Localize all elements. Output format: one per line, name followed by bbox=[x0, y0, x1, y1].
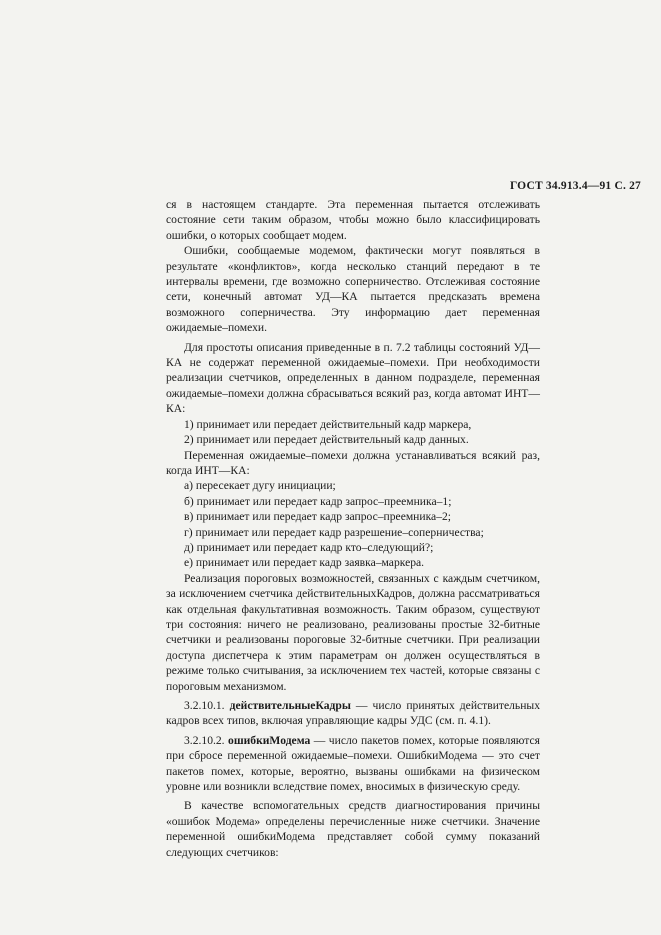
section-term: действительныеКадры bbox=[229, 699, 351, 712]
list-item: г) принимает или передает кадр разрешение–соперничества; bbox=[184, 525, 484, 539]
paragraph: ся в настоящем стандарте. Эта переменная пытается отслеживать состояние сети таким образом, чтобы можно было классифицировать ошибки, о которых сообщает модем. bbox=[166, 198, 540, 242]
section-term: ошибкиМодема bbox=[228, 733, 311, 747]
section-text: — число принятых действительных кадров всех типов, включая управляющие кадры УДС (см. п. 4.1). bbox=[166, 699, 540, 728]
list-item: а) пересекает дугу инициации; bbox=[184, 479, 336, 493]
paragraph: Переменная ожидаемые–помехи должна устанавливаться всякий раз, когда ИНТ—КА: bbox=[166, 448, 540, 477]
list-item: е) принимает или передает кадр заявка–маркера. bbox=[184, 556, 425, 570]
list-item: д) принимает или передает кадр кто–следующий?; bbox=[184, 540, 434, 554]
section-text: — число пакетов помех, которые появляются при сбросе переменной ожидаемые–помехи. ОшибкиМодема — это счет пакетов помех, которые, вероятно, вызваны ошибками на физическом уровне или возникли вследствие помех, вносимых в физическую среду. bbox=[166, 733, 540, 794]
list-item: б) принимает или передает кадр запрос–преемника–1; bbox=[184, 494, 452, 508]
list-item: 2) принимает или передает действительный кадр данных. bbox=[184, 433, 469, 447]
section-number: 3.2.10.2. bbox=[184, 733, 225, 747]
body-text bbox=[166, 197, 540, 860]
list-item: 1) принимает или передает действительный кадр маркера, bbox=[184, 417, 472, 431]
section-3-2-10-2 bbox=[166, 733, 540, 795]
section-number: 3.2.10.1. bbox=[184, 699, 225, 712]
paragraph: В качестве вспомогательных средств диагностирования причины «ошибок Модема» определены перечисленные ниже счетчики. Значение переменной ошибкиМодема представляет собой сумму показаний следующих счетчиков: bbox=[166, 799, 540, 859]
page-header: ГОСТ 34.913.4—91 С. 27 bbox=[509, 180, 641, 192]
paragraph: Ошибки, сообщаемые модемом, фактически могут появляться в результате «конфликтов», когда несколько станций передают в те интервалы времени, где возможно соперничество. Отслеживая состояние сети, конечный автомат УД—КА пытается предсказать времена возможного соперничества. Эту информацию дает переменная ожидаемые–помехи. bbox=[166, 244, 540, 335]
paragraph: Для простоты описания приведенные в п. 7.2 таблицы состояний УД—КА не содержат переменной ожидаемые–помехи. При необходимости реализации счетчиков, определенных в данном подразделе, переменная ожидаемые–помехи должна сбрасываться всякий раз, когда автомат ИНТ—КА: bbox=[166, 340, 540, 416]
list-item: в) принимает или передает кадр запрос–преемника–2; bbox=[184, 510, 452, 524]
section-3-2-10-1 bbox=[166, 698, 540, 729]
paragraph: Реализация пороговых возможностей, связанных с каждым счетчиком, за исключением счетчика действительныхКадров, должна рассматриваться как отдельная факультативная возможность. Таким образом, существуют три состояния: ничего не реализовано, реализованы простые 32-битные счетчики и реализованы пороговые 32-битные счетчики. При реализации доступа диспетчера к этим параметрам он должен осуществляться в режиме только считывания, за исключением тех частей, которые связаны с пороговым механизмом. bbox=[166, 571, 540, 693]
